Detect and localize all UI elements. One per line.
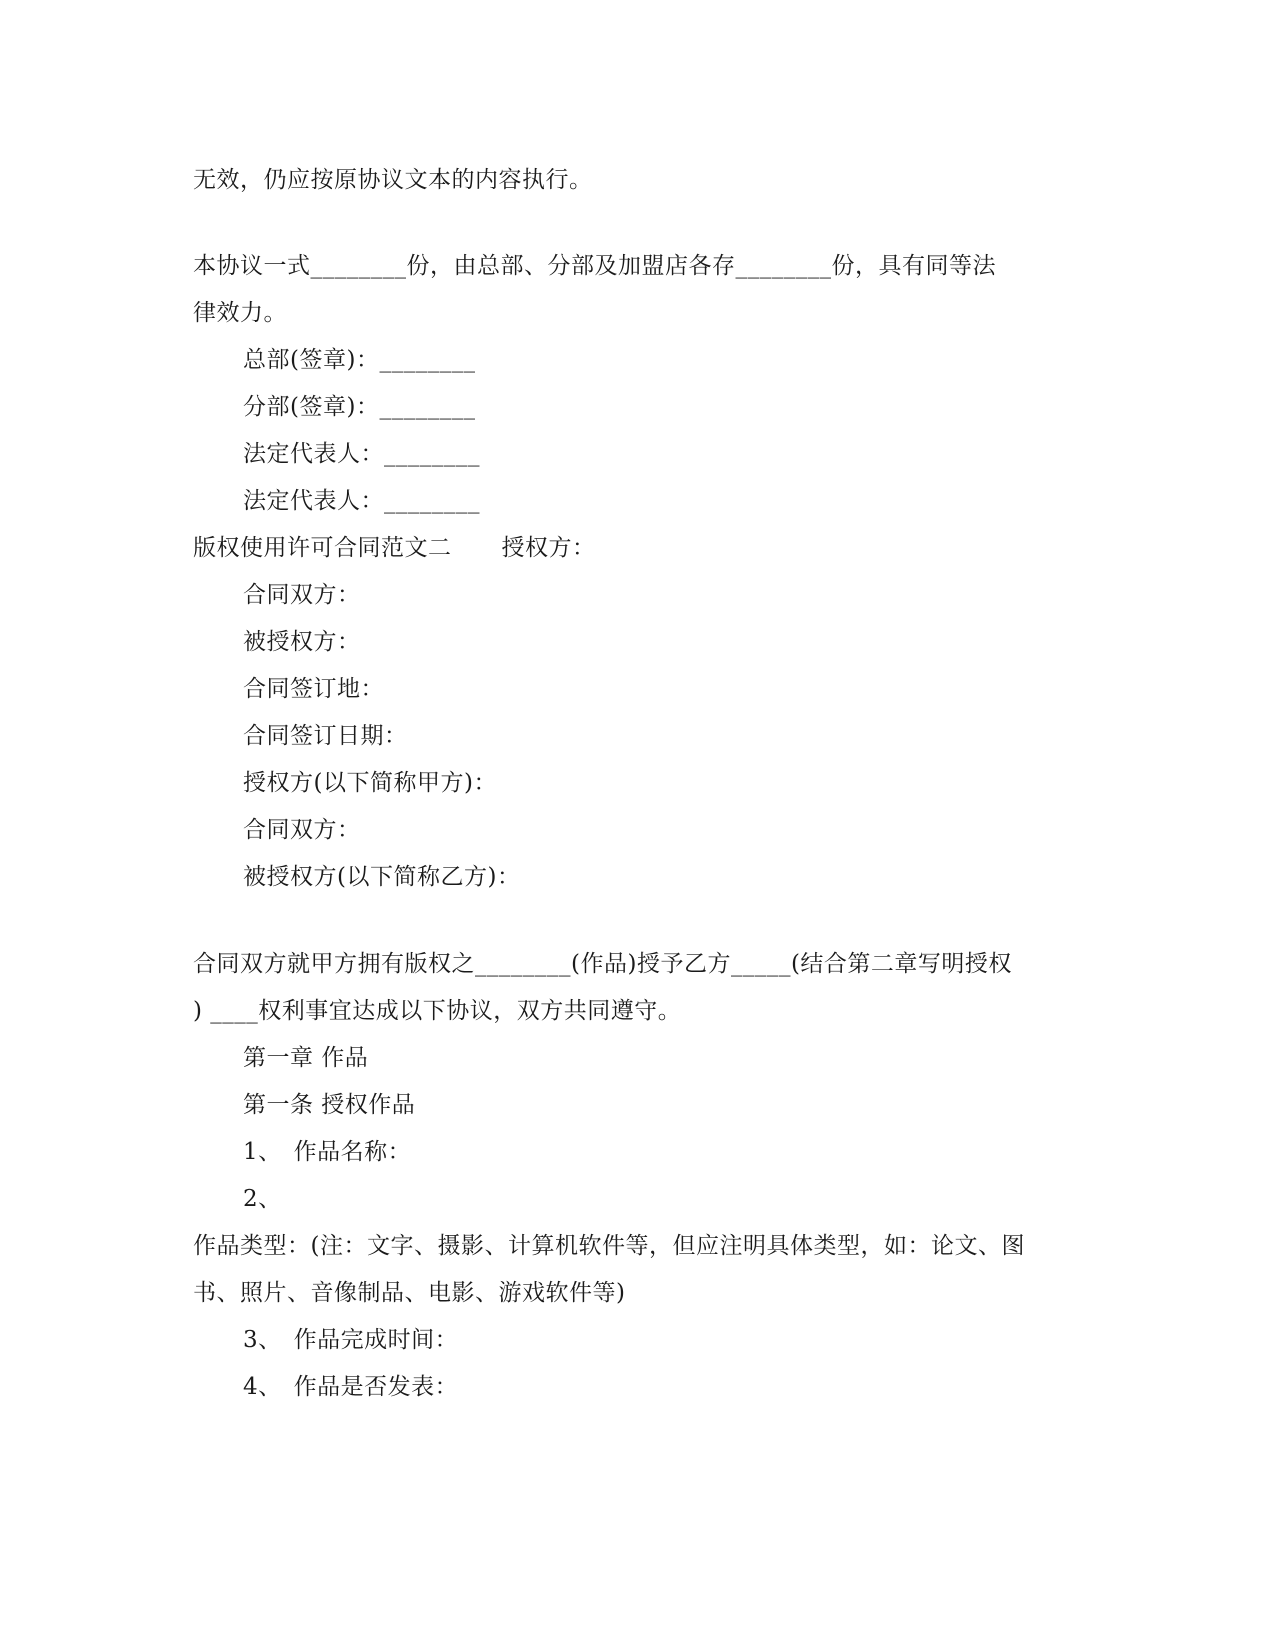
field-line: 被授权方：	[243, 629, 361, 655]
paragraph-line: ) ____权利事宜达成以下协议，双方共同遵守。	[193, 998, 682, 1024]
list-item: 4、 作品是否发表：	[243, 1374, 459, 1400]
signature-line: 法定代表人：________	[243, 441, 480, 467]
list-item: 1、 作品名称：	[243, 1139, 412, 1165]
paragraph-line: 作品类型：(注：文字、摄影、计算机软件等，但应注明具体类型，如：论文、图	[193, 1233, 1025, 1259]
chapter-heading: 第一章 作品	[243, 1045, 369, 1071]
field-line: 合同签订地：	[243, 676, 384, 702]
list-item: 2、	[243, 1186, 282, 1212]
field-line: 合同签订日期：	[243, 723, 408, 749]
section-title: 版权使用许可合同范文二	[193, 535, 452, 561]
signature-line: 总部(签章)：________	[243, 347, 476, 373]
field-line: 合同双方：	[243, 582, 361, 608]
paragraph-line: 本协议一式________份，由总部、分部及加盟店各存________份，具有同等法	[193, 253, 996, 279]
article-heading: 第一条 授权作品	[243, 1092, 416, 1118]
paragraph-line: 书、照片、音像制品、电影、游戏软件等)	[193, 1280, 626, 1306]
paragraph-line: 无效，仍应按原协议文本的内容执行。	[193, 167, 593, 193]
signature-line: 法定代表人：________	[243, 488, 480, 514]
field-line: 合同双方：	[243, 817, 361, 843]
paragraph-line: 合同双方就甲方拥有版权之________(作品)授予乙方_____(结合第二章写明授权	[193, 951, 1012, 977]
field-line: 授权方(以下简称甲方)：	[243, 770, 497, 796]
signature-line: 分部(签章)：________	[243, 394, 476, 420]
paragraph-line: 律效力。	[193, 300, 287, 326]
section-title-line	[193, 533, 596, 563]
party-label: 授权方：	[501, 535, 596, 561]
field-line: 被授权方(以下简称乙方)：	[243, 864, 521, 890]
list-item: 3、 作品完成时间：	[243, 1327, 459, 1353]
